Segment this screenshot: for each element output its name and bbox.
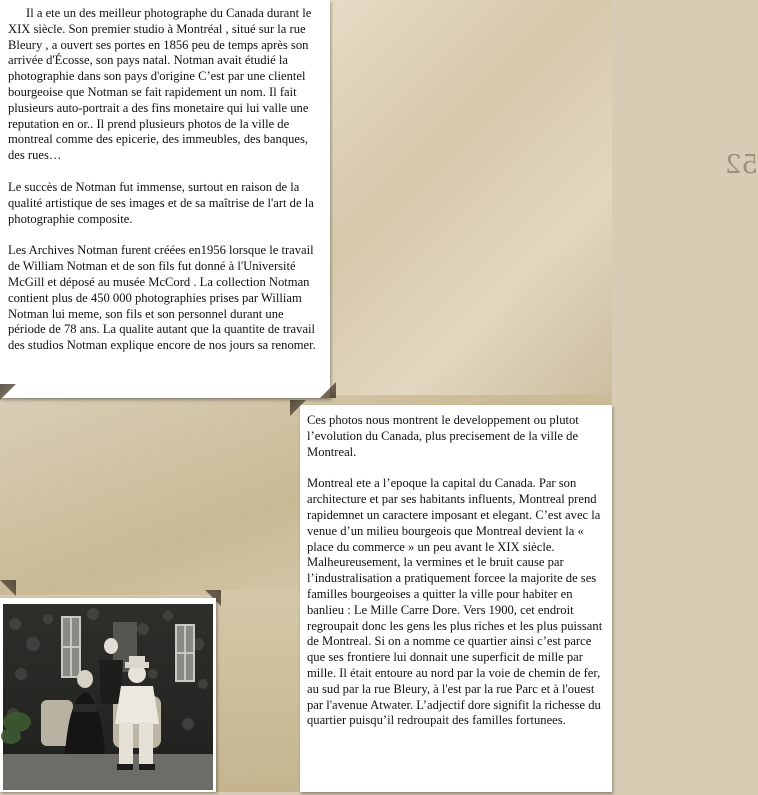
paragraph-archives: Les Archives Notman furent créées en1956 lorsque le travail de William Notman et de son fils fut donné à l'Université McGill et déposé au musée McCord . La collection Notman contient plus de 450 000 photographies prises par William Notman lui meme, son fils et son personnel durant une période de 78 ans. La qualite autant que la quantite de travail des studios Notman explique encore de nos jours sa renomer.: [8, 243, 316, 353]
faded-page-number: 52: [725, 150, 758, 180]
photo-illustration: [3, 604, 213, 790]
paragraph-evolution: Ces photos nous montrent le developpement ou plutot l’evolution du Canada, plus precisement de la ville de Montreal.: [307, 413, 579, 459]
background-manuscript-top: [300, 0, 758, 400]
paragraph-golden-square-mile: Montreal ete a l’epoque la capital du Canada. Par son architecture et par ses habitants influents, Montreal prend rapidemnet un caractere imposant et elegant. C’est avec la venue d’un milieu bourgeois que Montreal devient la « place du commerce » un peu avant le XIX siècle. Malheureusement, la vermines et le bruit cause par l’industralisation a pratiquement forcee la majorite de ses familles bourgeoises a quitter la ville pour habiter en banlieu : Le Mille Carre Dore. Vers 1900, cet endroit regroupait donc les gens les plus riches et les plus puissant de Montreal. Si on a nomme ce quartier ainsi c’est parce que ses frontiere lui donnait une superficit de mille par mille. Il était entoure au nord par la voie de chemin de fer, au sud par la rue Bleury, à l'est par la rue Parc et à l'ouest par l'avenue Atwater. L’adjectif dore signifit la richesse du quartier puisqu’il redroupait des familles fortunees.: [307, 476, 603, 728]
notman-biography-text: [0, 0, 330, 398]
notman-family-photo: [3, 604, 213, 790]
historical-photo-frame: [0, 598, 216, 792]
paragraph-success: Le succès de Notman fut immense, surtout en raison de la qualité artistique de ses images et de sa maîtrise de l'art de la photographie composite.: [8, 179, 314, 226]
paragraph-intro: Il a ete un des meilleur photographe du Canada durant le XIX siècle. Son premier studio à Montréal , situé sur la rue Bleury , a ouvert ses portes en 1856 peu de temps après son arrivée d'Écosse, son pays natal. Notman avait étudié la photographie dans son pays d'origine C’est par une clientel bourgeoise que Notman se fait rapidement un nom. Il fait plusieurs auto-portrait a des fins monetaire qui lui valle une reputation en or.. Il prend plusieurs photos de la ville de montreal comme des epicerie, des immeubles, des banques, des rues…: [8, 6, 312, 163]
montreal-history-text: [300, 405, 612, 792]
